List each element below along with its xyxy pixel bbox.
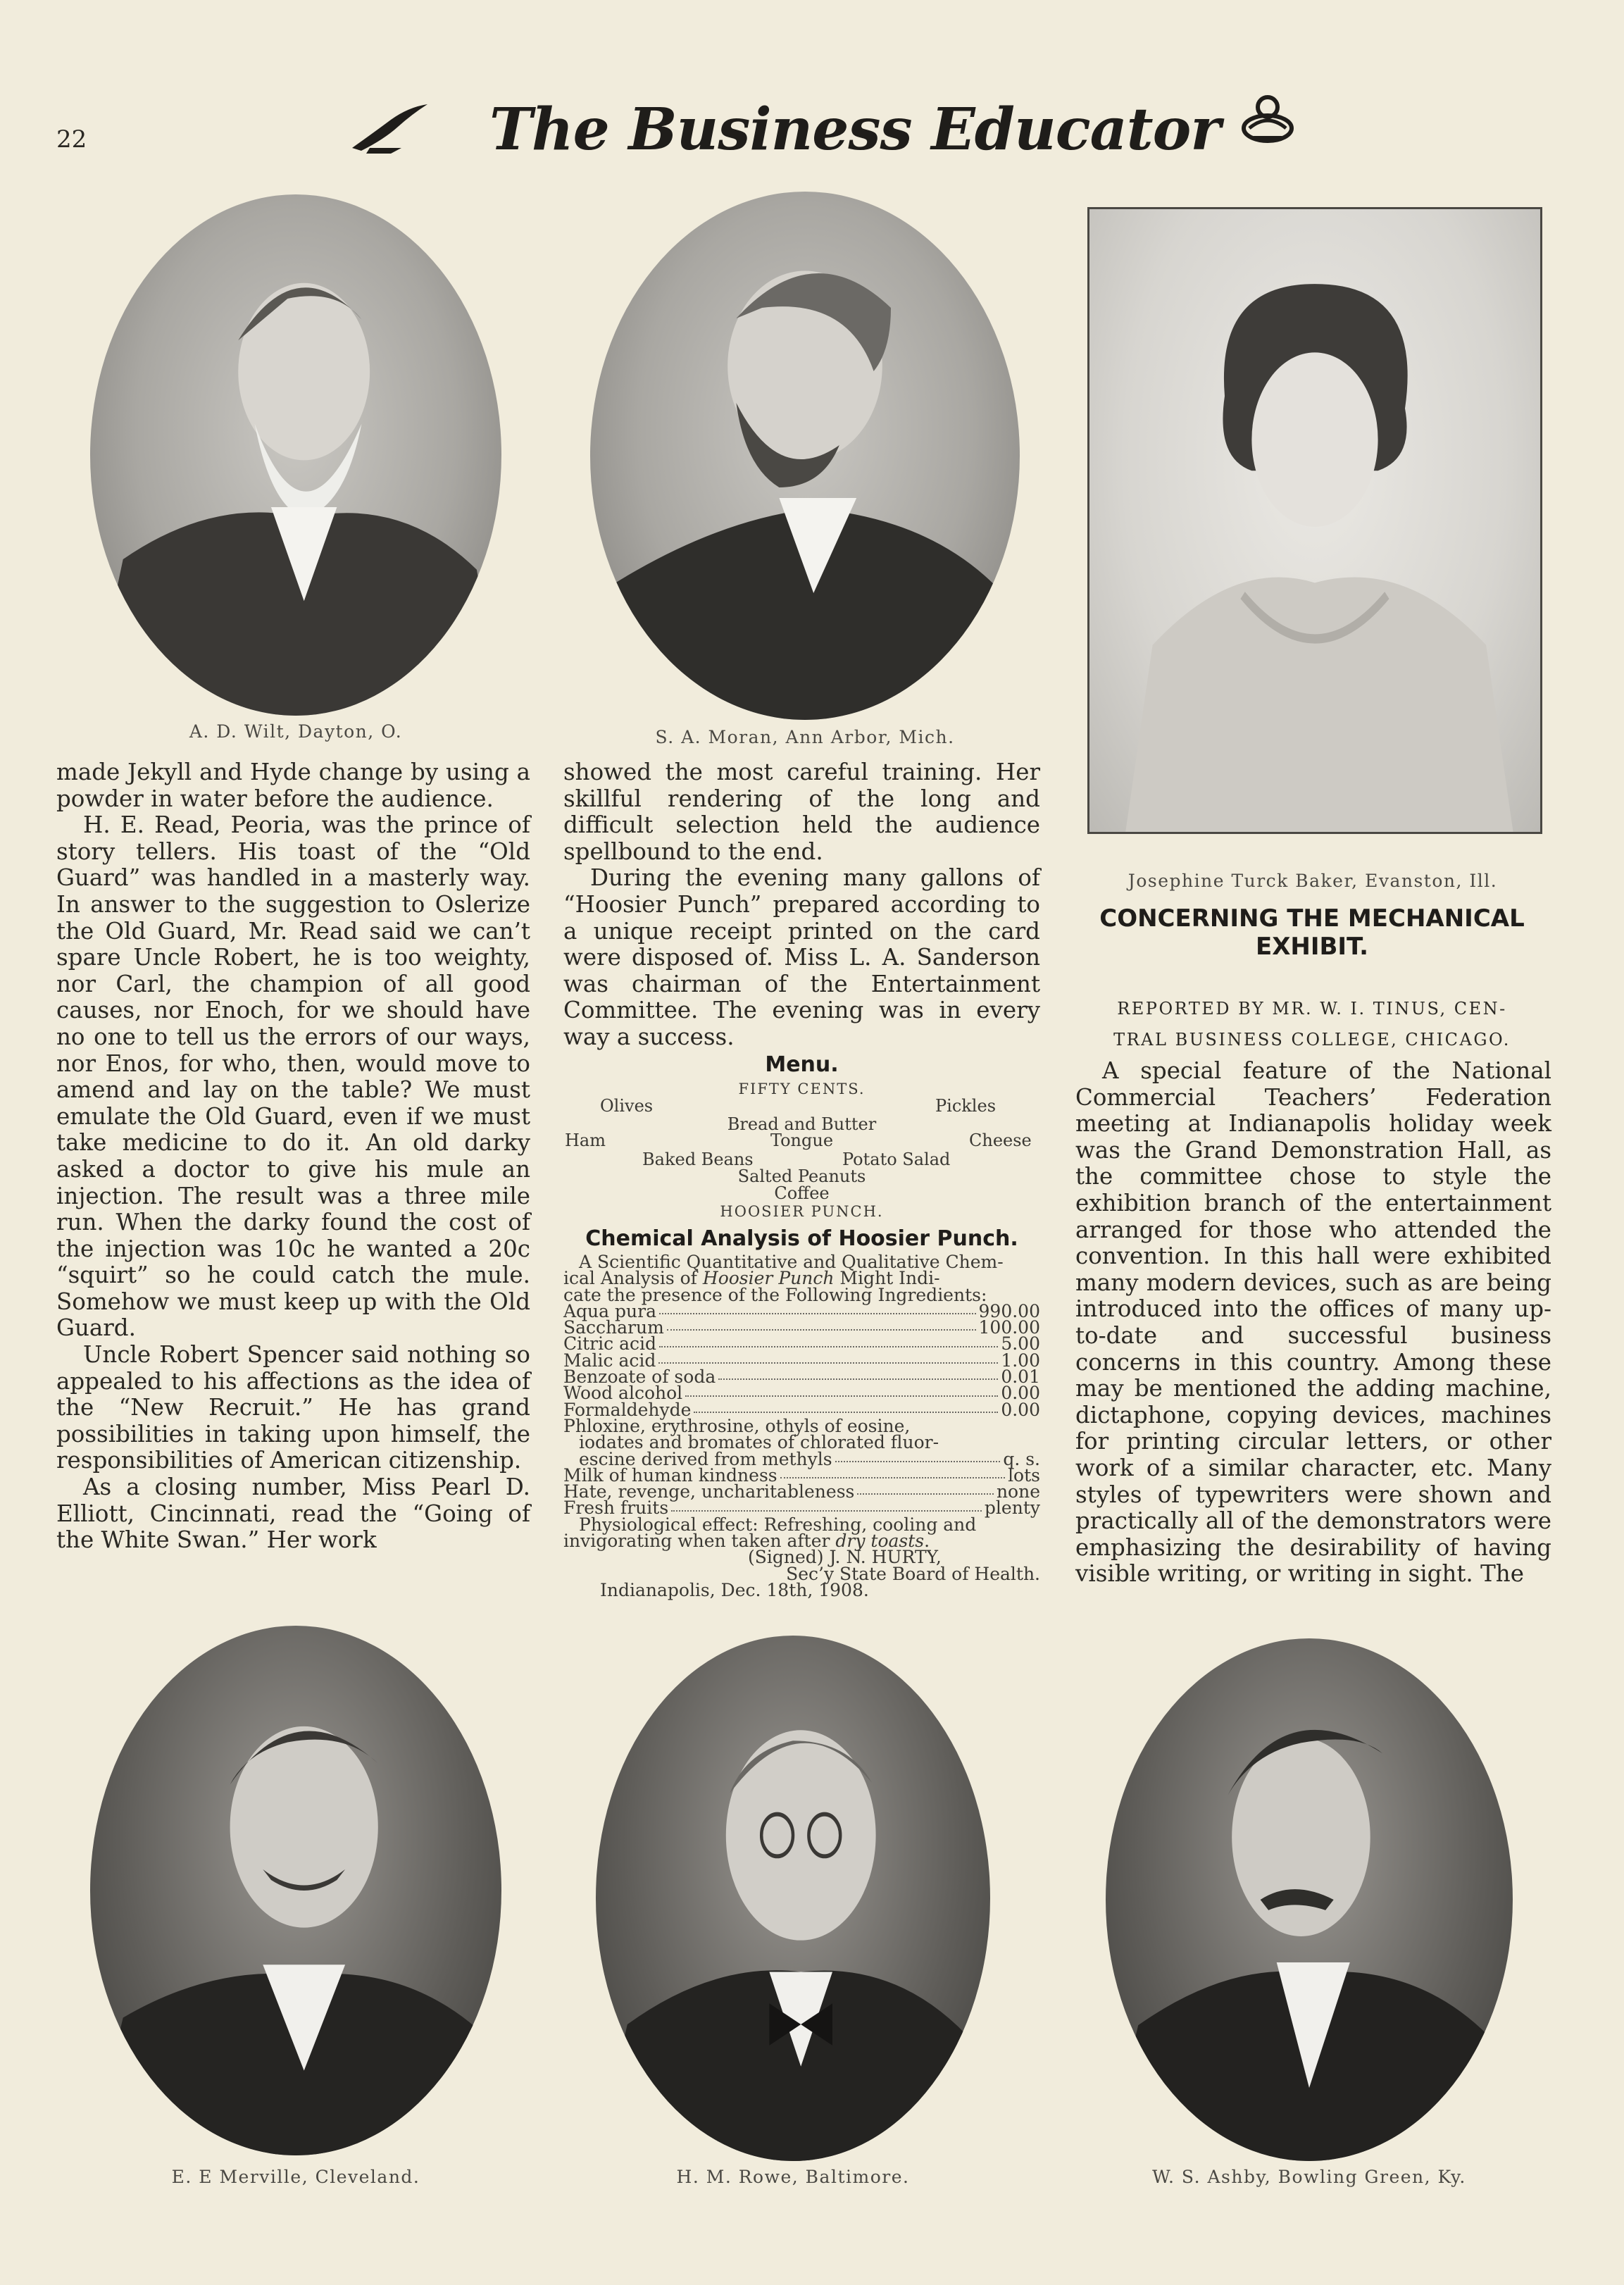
chem-phloxine-1: Phloxine, erythrosine, othyls of eosine, [563,1415,911,1436]
chem-physiological-1: Physiological effect: Refreshing, cooling and [579,1514,977,1535]
col2-paragraph-1: showed the most careful training. Her skillful rendering of the long and difficult selection held the audience spellbound to the end. [563,759,1040,865]
chem-intro-2: ical Analysis of Hoosier Punch Might Indi- [563,1268,940,1289]
portrait-wilt [90,194,501,716]
chem-item: escine derived from methyls q. s. [579,1448,1040,1469]
portrait-rowe [596,1636,990,2161]
portrait-baker [1087,207,1542,834]
menu-potato: Potato Salad [842,1150,951,1169]
caption-baker: Josephine Turck Baker, Evanston, Ill. [1128,871,1498,891]
portrait-ashby [1106,1638,1513,2161]
menu-cheese: Cheese [969,1131,1032,1150]
chem-title: Chemical Analysis of Hoosier Punch. [585,1226,1018,1251]
chem-intro-1: A Scientific Quantitative and Qualitative Chem- [579,1252,1004,1272]
chem-analysis [563,1254,1040,1598]
masthead-title: The Business Educator [489,96,1220,163]
chem-item: Citric acid 5.00 [563,1333,1040,1355]
col2-paragraph-2: During the evening many gallons of “Hoosier Punch” prepared according to a unique receipt printed on the card were disposed of. Miss L. A. Sanderson was chairman of the Entertainment Committee. The evening was in every way a success. [563,864,1040,1050]
chem-item: Aqua pura 990.00 [563,1300,1040,1321]
menu-beans: Baked Beans [642,1150,754,1169]
chem-item: Wood alcohol 0.00 [563,1383,1040,1404]
chem-item: Benzoate of soda 0.01 [563,1366,1040,1388]
ornament-icon [1239,92,1296,148]
menu-coffee: Coffee [774,1183,830,1203]
menu-price: FIFTY CENTS. [738,1081,866,1097]
chem-item: Hate, revenge, uncharitableness none [563,1481,1040,1502]
chem-item: Fresh fruits plenty [563,1498,1040,1519]
caption-ashby: W. S. Ashby, Bowling Green, Ky. [1152,2167,1466,2187]
menu-bread: Bread and Butter [727,1114,877,1134]
article-heading: CONCERNING THE MECHANICAL EXHIBIT. [1099,904,1525,961]
menu-title: Menu. [765,1052,839,1077]
masthead [349,92,1285,169]
caption-merville: E. E Merville, Cleveland. [171,2167,420,2187]
chem-place-date: Indianapolis, Dec. 18th, 1908. [600,1579,869,1600]
chem-intro-3: cate the presence of the Following Ingredients: [563,1284,987,1305]
column-2 [563,759,1040,1051]
col1-paragraph-4: As a closing number, Miss Pearl D. Elliott, Cincinnati, read the “Going of the White Swan.” Her work [56,1474,530,1554]
caption-moran: S. A. Moran, Ann Arbor, Mich. [655,727,955,747]
article-byline: REPORTED BY MR. W. I. TINUS, CEN- TRAL BUSINESS COLLEGE, CHICAGO. [1113,999,1511,1050]
quill-icon [349,99,433,155]
menu-ham: Ham [565,1131,606,1150]
portrait-merville [90,1626,501,2155]
menu-pickles: Pickles [935,1096,997,1116]
menu-tongue: Tongue [770,1131,834,1150]
menu-olives: Olives [600,1096,654,1116]
chem-item: Formaldehyde 0.00 [563,1399,1040,1420]
chem-item: Saccharum 100.00 [563,1317,1040,1338]
chem-signed: (Signed) J. N. HURTY, [748,1547,942,1568]
col3-paragraph-1: A special feature of the National Commercial Teachers’ Federation meeting at Indianapolis holiday week was the Grand Demonstration Hall, as the committee chose to style the exhibition branch of the entertainment arranged for those who attended the convention. In this hall were exhibited many modern devices, such as are being introduced into the offices of many up-to-date and successful business concerns in this country. Among these may be mentioned the adding machine, dictaphone, copying devices, machines for printing circular letters, or other work of a similar character, etc. Many styles of typewriters were shown and practically all of the demonstrators were emphasizing the desirability of having visible writing, or writing in sight. The [1075,1057,1551,1588]
chem-secretary: Sec’y State Board of Health. [786,1563,1040,1584]
menu-peanuts: Salted Peanuts [737,1166,866,1186]
caption-rowe: H. M. Rowe, Baltimore. [676,2167,910,2187]
menu-punch: HOOSIER PUNCH. [720,1203,884,1220]
col1-paragraph-3: Uncle Robert Spencer said nothing so appealed to his affections as the idea of the “New Recruit.” He has grand possibilities in taking upon himself, the responsibilities of American citizenship. [56,1341,530,1474]
col1-paragraph-2: H. E. Read, Peoria, was the prince of story tellers. His toast of the “Old Guard” was handled in a masterly way. In answer to the suggestion to Oslerize the Old Guard, Mr. Read said we can’t spare Uncle Robert, he is too weighty, nor Carl, the champion of all good causes, nor Enoch, for we should have no one to tell us the errors of our ways, nor Enos, for who, then, would move to amend and lay on the table? We must emulate the Old Guard, even if we must take medicine to do it. An old darky asked a doctor to give his mule an injection. The result was a three mile run. When the darky found the cost of the injection was 10c he wanted a 20c “squirt” so he could catch the mule. Somehow we must keep up with the Old Guard. [56,811,530,1342]
column-1 [56,759,530,1554]
column-3 [1075,1058,1551,1588]
page-number: 22 [56,125,87,154]
chem-item: Milk of human kindness lots [563,1464,1040,1486]
caption-wilt: A. D. Wilt, Dayton, O. [189,721,403,742]
chem-phloxine-2: iodates and bromates of chlorated fluor- [579,1432,939,1453]
col1-paragraph-1: made Jekyll and Hyde change by using a powder in water before the audience. [56,759,530,812]
chem-physiological-2: invigorating when taken after dry toasts. [563,1531,930,1552]
portrait-moran [590,192,1020,720]
chem-item: Malic acid 1.00 [563,1350,1040,1371]
